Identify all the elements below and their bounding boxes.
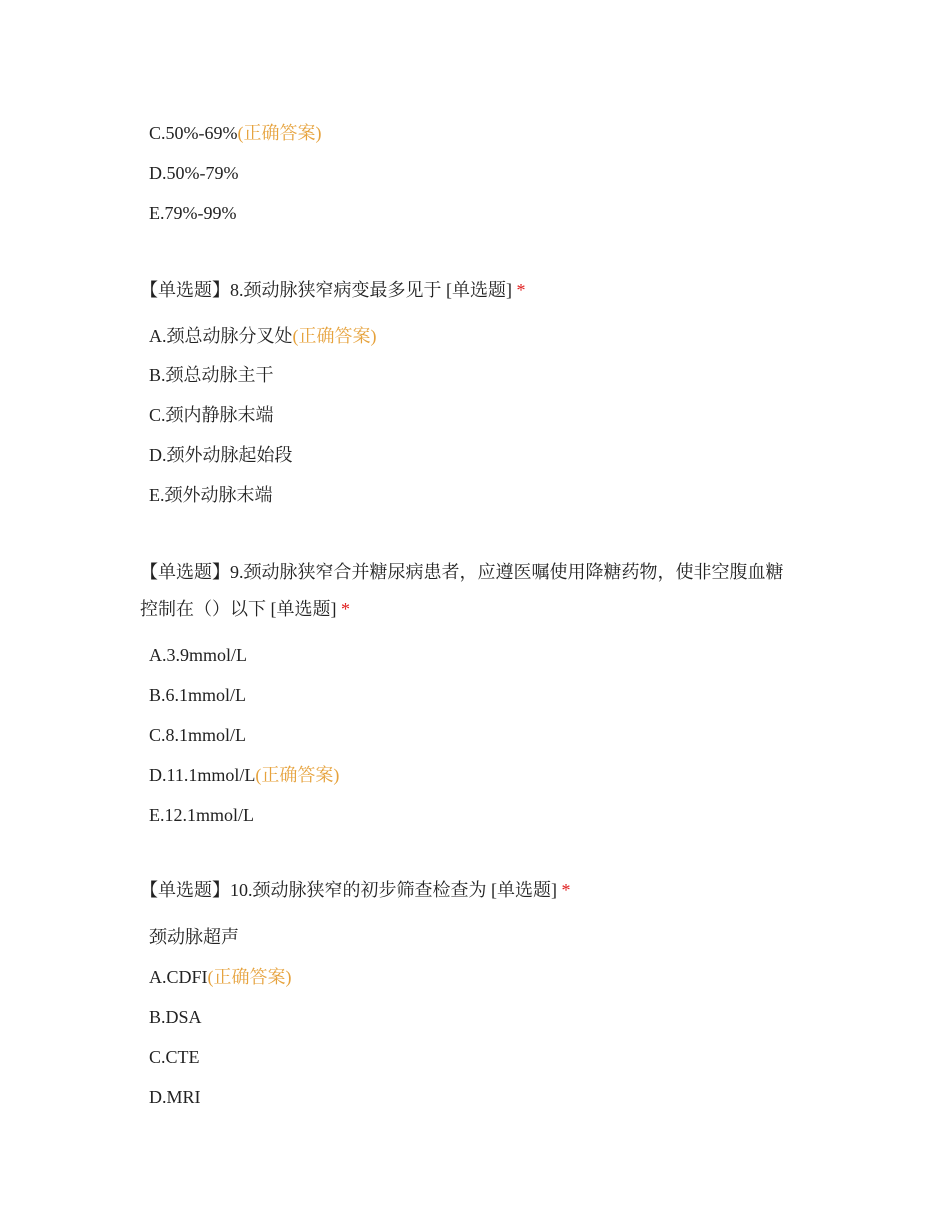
q10-option-c <box>149 1045 200 1069</box>
q7-option-e-text: E.79%-99% <box>149 203 237 223</box>
q8-option-a <box>149 324 377 348</box>
q9-option-a-text: A.3.9mmol/L <box>149 645 247 665</box>
q9-option-b-text: B.6.1mmol/L <box>149 685 247 705</box>
q10-option-b-text: B.DSA <box>149 1007 202 1027</box>
q10-title-text: 【单选题】10.颈动脉狭窄的初步筛查检查为 [单选题] <box>140 880 557 900</box>
q10-note <box>149 925 239 949</box>
required-mark: * <box>561 880 571 900</box>
q8-option-e <box>149 483 273 507</box>
q7-option-c-text: C.50%-69% <box>149 123 238 143</box>
q9-title-line2-text: 控制在（）以下 [单选题] <box>140 599 337 619</box>
q10-title <box>140 878 571 902</box>
required-mark: * <box>341 599 350 619</box>
required-mark: * <box>516 280 526 300</box>
q9-option-a <box>149 643 247 667</box>
correct-answer-tag: (正确答案) <box>255 765 340 785</box>
correct-answer-tag: (正确答案) <box>207 967 292 987</box>
q10-option-a <box>149 965 292 989</box>
q8-title <box>140 278 526 302</box>
q7-option-e <box>149 201 236 225</box>
q8-option-c <box>149 403 274 427</box>
q9-option-d-text: D.11.1mmol/L <box>149 765 256 785</box>
q7-option-d <box>149 161 238 185</box>
q8-option-a-text: A.颈总动脉分叉处 <box>149 326 293 346</box>
correct-answer-tag: (正确答案) <box>237 123 322 143</box>
q10-option-b <box>149 1005 202 1029</box>
q8-option-b <box>149 363 274 387</box>
q8-title-text: 【单选题】8.颈动脉狭窄病变最多见于 [单选题] <box>140 280 512 300</box>
q9-option-e-text: E.12.1mmol/L <box>149 805 254 825</box>
q9-option-e <box>149 803 254 827</box>
q9-option-b <box>149 683 246 707</box>
correct-answer-tag: (正确答案) <box>292 326 377 346</box>
q7-option-c <box>149 121 322 145</box>
q8-option-e-text: E.颈外动脉末端 <box>149 485 273 505</box>
q8-option-c-text: C.颈内静脉末端 <box>149 405 274 425</box>
q9-title-line1-text: 【单选题】9.颈动脉狭窄合并糖尿病患者，应遵医嘱使用降糖药物，使非空腹血糖 <box>140 562 784 582</box>
q7-option-d-text: D.50%-79% <box>149 163 239 183</box>
q10-option-d <box>149 1085 201 1109</box>
q10-option-c-text: C.CTE <box>149 1047 200 1067</box>
q8-option-d <box>149 443 293 467</box>
q8-option-b-text: B.颈总动脉主干 <box>149 365 274 385</box>
q9-option-c <box>149 723 246 747</box>
q9-title-line1 <box>140 560 784 584</box>
q9-option-c-text: C.8.1mmol/L <box>149 725 247 745</box>
q10-note-text: 颈动脉超声 <box>149 927 239 947</box>
q9-option-d <box>149 763 339 787</box>
q10-option-a-text: A.CDFI <box>149 967 208 987</box>
q9-title-line2 <box>140 597 350 621</box>
q10-option-d-text: D.MRI <box>149 1087 201 1107</box>
q8-option-d-text: D.颈外动脉起始段 <box>149 445 293 465</box>
